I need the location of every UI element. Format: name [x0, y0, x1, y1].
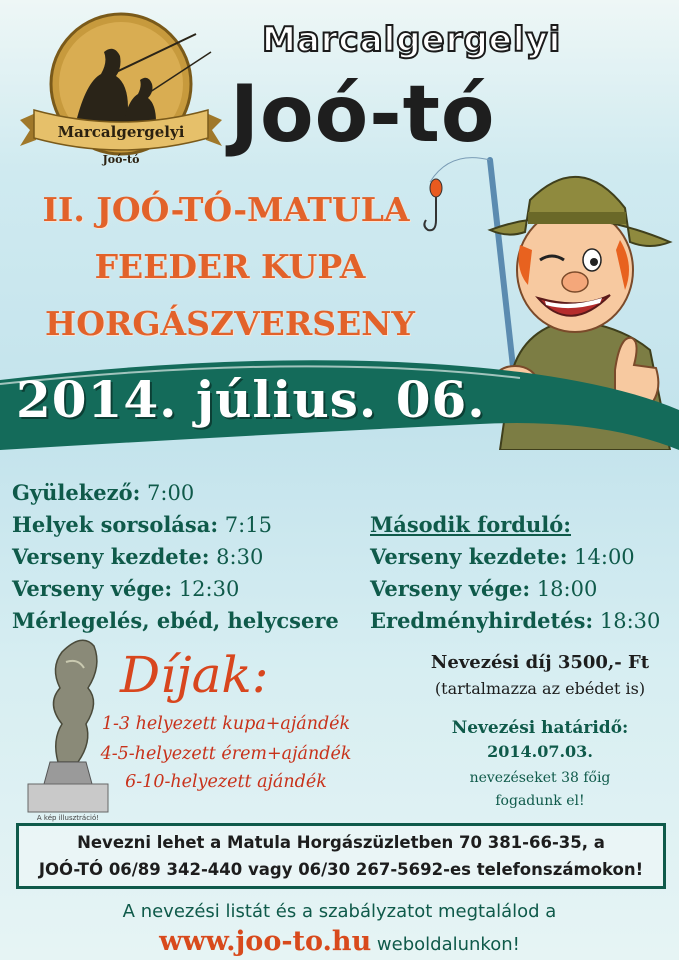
schedule-value: 12:30	[178, 577, 240, 601]
event-date: 2014. július. 06.	[16, 370, 486, 429]
second-round-title: Második forduló:	[370, 512, 571, 537]
limit-line-1: nevezéseket 38 főig	[469, 770, 611, 786]
footer-suffix: weboldalunkon!	[371, 934, 520, 955]
schedule-value: 18:00	[536, 577, 598, 601]
schedule-label: Eredményhirdetés:	[370, 608, 594, 633]
event-line-2: FEEDER KUPA	[94, 247, 366, 286]
schedule-item	[370, 578, 597, 600]
schedule-value: 8:30	[216, 545, 264, 569]
schedule-label: Helyek sorsolása:	[12, 512, 219, 537]
schedule-value: 7:15	[224, 513, 272, 537]
footer-link-line	[0, 928, 679, 955]
schedule-item	[12, 482, 194, 504]
prize-item: 6-10-helyezett ajándék	[125, 772, 327, 792]
schedule-value: 14:00	[574, 545, 635, 569]
schedule-item	[12, 610, 339, 632]
logo-subtitle: Joó-tó	[102, 153, 140, 166]
schedule-value: 18:30	[599, 609, 661, 633]
schedule-label: Verseny kezdete:	[370, 544, 568, 569]
website-link[interactable]: www.joo-to.hu	[159, 926, 372, 957]
brand-title: Marcalgergelyi	[262, 20, 562, 60]
prize-item: 1-3 helyezett kupa+ajándék	[101, 714, 351, 734]
contact-line-2: JOÓ-TÓ 06/89 342-440 vagy 06/30 267-5692-es telefonszámokon!	[38, 860, 644, 879]
schedule-item	[370, 546, 635, 568]
schedule-label: Verseny kezdete:	[12, 544, 210, 569]
lake-title: Joó-tó	[230, 70, 496, 160]
logo-title: Marcalgergelyi	[57, 123, 185, 141]
schedule-item	[370, 610, 660, 632]
entry-fee: Nevezési díj 3500,- Ft	[430, 652, 650, 673]
logo	[16, 12, 226, 172]
schedule-label: Verseny vége:	[370, 576, 531, 601]
footer-line: A nevezési listát és a szabályzatot megtalálod a	[122, 901, 557, 922]
schedule-label: Mérlegelés, ebéd, helycsere	[12, 608, 339, 633]
deadline-title: Nevezési határidő:	[451, 718, 629, 738]
schedule-item	[12, 546, 263, 568]
prize-item: 4-5-helyezett érem+ajándék	[100, 744, 352, 764]
prizes-title: Díjak:	[120, 646, 269, 704]
entry-fee-note: (tartalmazza az ebédet is)	[434, 679, 646, 698]
schedule-label: Verseny vége:	[12, 576, 173, 601]
limit-line-2: fogadunk el!	[495, 793, 585, 809]
contact-line-1: Nevezni lehet a Matula Horgászüzletben 70 381-66-35, a	[77, 833, 605, 852]
schedule-item	[12, 514, 272, 536]
event-line-1: II. JOÓ-TÓ-MATULA	[42, 190, 410, 229]
schedule-label: Gyülekező:	[12, 480, 141, 505]
deadline-date: 2014.07.03.	[487, 742, 593, 761]
event-line-3: HORGÁSZVERSENY	[45, 304, 415, 343]
schedule-value: 7:00	[147, 481, 195, 505]
trophy-caption: A kép illusztráció!	[36, 814, 100, 822]
schedule-item	[12, 578, 239, 600]
